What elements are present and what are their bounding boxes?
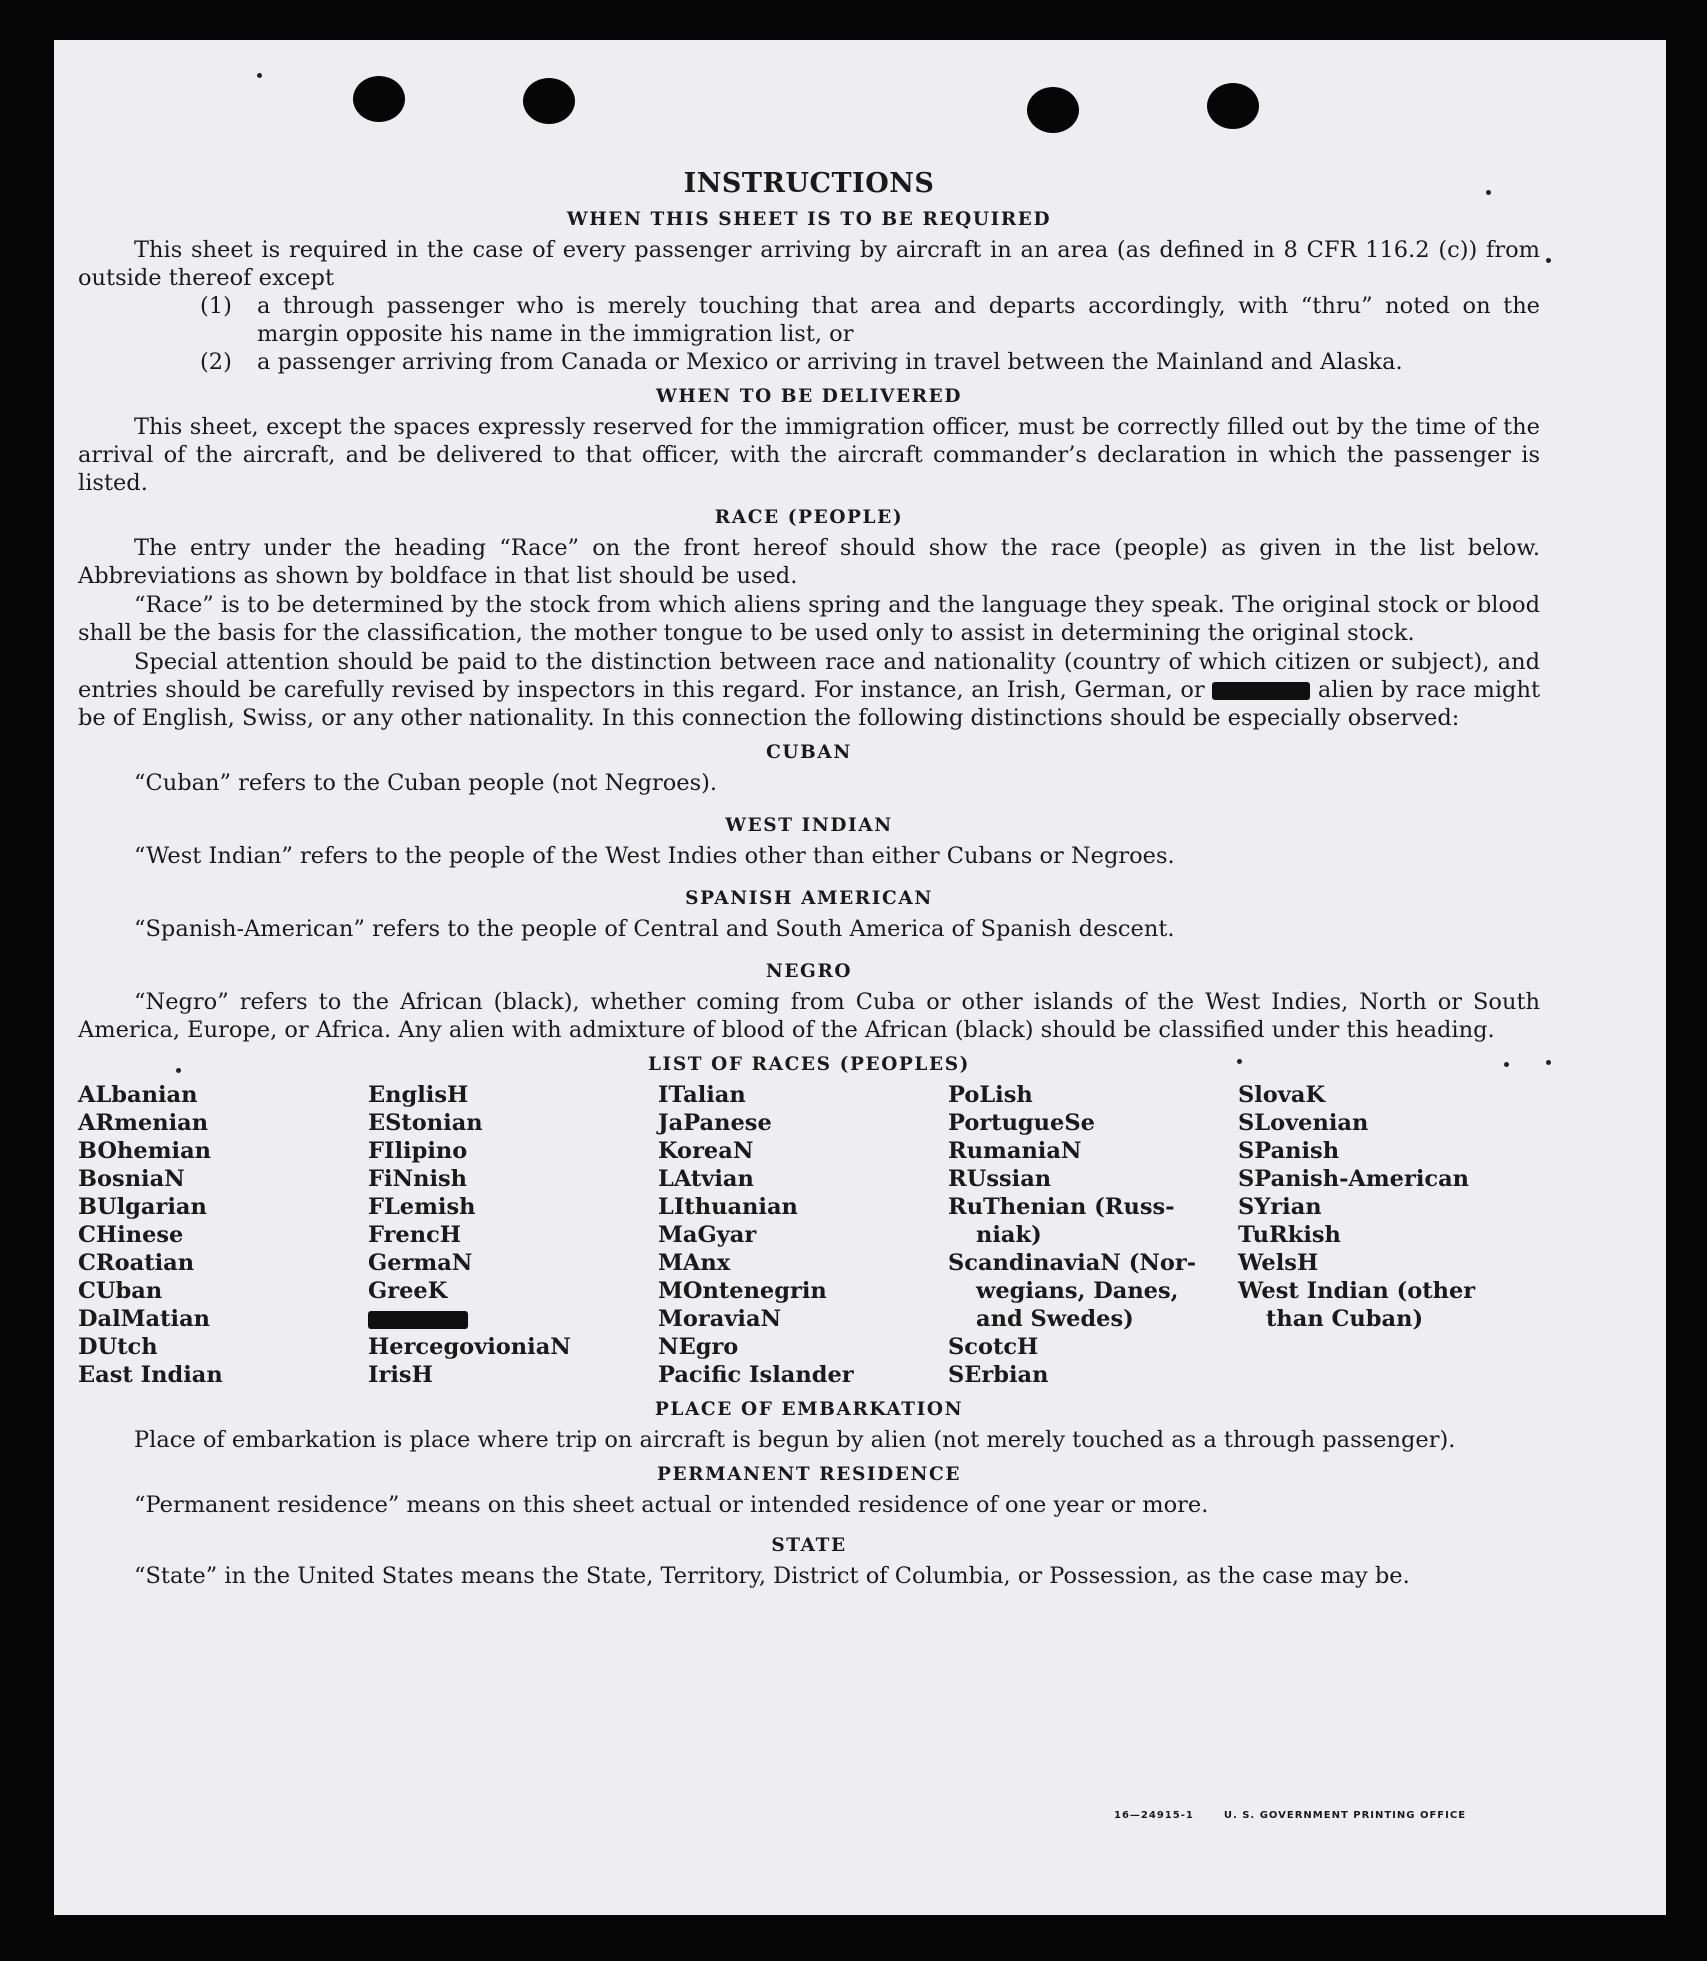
punch-hole [1027, 87, 1079, 133]
race-item: ALbanian [78, 1082, 198, 1108]
race-list-column [948, 1081, 1238, 1389]
race-item: HercegovioniaN [368, 1334, 571, 1360]
race-item: GreeK [368, 1278, 448, 1304]
section-heading-state: STATE [771, 1535, 847, 1556]
race-item: GermaN [368, 1250, 473, 1276]
race-item: RuThenian (Russ- [948, 1194, 1175, 1220]
race-paragraph-3 [78, 648, 1540, 732]
race-item: CRoatian [78, 1250, 195, 1276]
print-imprint [1114, 1810, 1466, 1821]
redaction-mark [1212, 682, 1310, 700]
race-item: FiNnish [368, 1166, 468, 1192]
race-item: MaGyar [658, 1222, 757, 1248]
embarkation-text: Place of embarkation is place where trip on aircraft is begun by alien (not merely touched as a through passenger). [134, 1427, 1456, 1453]
race-item-continued: and Swedes) [976, 1306, 1134, 1332]
section-heading-race: RACE (PEOPLE) [714, 507, 904, 528]
race-item: DUtch [78, 1334, 158, 1360]
redaction-mark [368, 1311, 468, 1329]
race-item: EnglisH [368, 1082, 469, 1108]
race-item: ARmenian [78, 1110, 209, 1136]
race-item: West Indian (other [1238, 1278, 1476, 1304]
when-required-intro: This sheet is required in the case of every passenger arriving by aircraft in an area (as defined in 8 CFR 116.2 (c)) from outside thereof except [78, 237, 1540, 291]
west-indian-text: “West Indian” refers to the people of the West Indies other than either Cubans or Negroes. [134, 843, 1175, 869]
exception-item [200, 348, 1540, 376]
race-item: MOntenegrin [658, 1278, 827, 1304]
race-item: FrencH [368, 1222, 462, 1248]
race-item: SPanish [1238, 1138, 1340, 1164]
race-item: PoLish [948, 1082, 1033, 1108]
punch-hole [353, 76, 405, 122]
section-heading-list-of-races: LIST OF RACES (PEOPLES) [647, 1054, 971, 1075]
race-item: ScotcH [948, 1334, 1039, 1360]
race-item: BOhemian [78, 1138, 212, 1164]
state-text: “State” in the United States means the State, Territory, District of Columbia, or Possession, as the case may be. [134, 1563, 1410, 1589]
punch-hole [523, 78, 575, 124]
race-item: SlovaK [1238, 1082, 1326, 1108]
race-list [78, 1081, 1540, 1389]
race-item: MoraviaN [658, 1306, 782, 1332]
exception-number: (2) [200, 349, 232, 375]
race-item: LIthuanian [658, 1194, 798, 1220]
race-item: SErbian [948, 1362, 1049, 1388]
race-item: RUssian [948, 1166, 1052, 1192]
negro-text: “Negro” refers to the African (black), whether coming from Cuba or other islands of the West Indies, North or South America, Europe, or Africa. Any alien with admixture of blood of the African (black) should be classified under this heading. [78, 989, 1540, 1043]
race-paragraph-3-start: Special attention should be paid to the distinction between race and nationality (country of which citizen or subject), and entries should be carefully revised by inspectors in this regard. For instance, an Irish, German, or [78, 649, 1540, 703]
section-heading-when-delivered: WHEN TO BE DELIVERED [656, 386, 962, 407]
exception-text: a through passenger who is merely touching that area and departs accordingly, with “thru” noted on the margin opposite his name in the immigration list, or [257, 293, 1540, 347]
form-number: 16—24915-1 [1114, 1810, 1194, 1821]
race-item: PortugueSe [948, 1110, 1095, 1136]
instructions-body [78, 168, 1540, 1590]
race-item: CHinese [78, 1222, 184, 1248]
exception-item [200, 292, 1540, 348]
race-item: East Indian [78, 1362, 223, 1388]
race-item: SYrian [1238, 1194, 1322, 1220]
race-item: TuRkish [1238, 1222, 1341, 1248]
section-heading-cuban: CUBAN [766, 742, 852, 763]
race-paragraph-3-end: alien by race might be of English, Swiss, or any other nationality. In this connection the following distinctions should be especially observed: [78, 677, 1540, 731]
race-item: JaPanese [658, 1110, 772, 1136]
race-item: NEgro [658, 1334, 739, 1360]
race-item: SPanish-American [1238, 1166, 1470, 1192]
spanish-american-text: “Spanish-American” refers to the people of Central and South America of Spanish descent. [134, 916, 1175, 942]
exception-number: (1) [200, 293, 232, 319]
race-item: BUlgarian [78, 1194, 207, 1220]
race-list-column [368, 1081, 658, 1389]
race-item: SLovenian [1238, 1110, 1369, 1136]
race-item-continued: niak) [976, 1222, 1042, 1248]
race-item: ITalian [658, 1082, 746, 1108]
race-list-column [78, 1081, 368, 1389]
printer-name: U. S. GOVERNMENT PRINTING OFFICE [1223, 1810, 1467, 1821]
when-delivered-text: This sheet, except the spaces expressly reserved for the immigration officer, must be correctly filled out by the time of the arrival of the aircraft, and be delivered to that officer, with the aircraft commander’s declaration in which the passenger is listed. [78, 414, 1540, 496]
race-item: MAnx [658, 1250, 731, 1276]
residence-text: “Permanent residence” means on this sheet actual or intended residence of one year or more. [134, 1492, 1209, 1518]
race-item-continued: than Cuban) [1266, 1306, 1424, 1332]
race-item: ScandinaviaN (Nor- [948, 1250, 1197, 1276]
race-item: KoreaN [658, 1138, 754, 1164]
race-list-column [1238, 1081, 1528, 1389]
race-item: Pacific Islander [658, 1362, 854, 1388]
exception-text: a passenger arriving from Canada or Mexico or arriving in travel between the Mainland and Alaska. [257, 349, 1403, 375]
race-item: WelsH [1238, 1250, 1319, 1276]
section-heading-west-indian: WEST INDIAN [725, 815, 893, 836]
race-item: CUban [78, 1278, 163, 1304]
race-item: FLemish [368, 1194, 476, 1220]
section-heading-spanish-american: SPANISH AMERICAN [685, 888, 933, 909]
section-heading-residence: PERMANENT RESIDENCE [656, 1464, 962, 1485]
race-paragraph-2: “Race” is to be determined by the stock from which aliens spring and the language they speak. The original stock or blood shall be the basis for the classification, the mother tongue to be used only to assist in determining the original stock. [78, 592, 1540, 646]
race-item: IrisH [368, 1362, 433, 1388]
section-heading-embarkation: PLACE OF EMBARKATION [654, 1399, 964, 1420]
race-item: LAtvian [658, 1166, 754, 1192]
race-item: FIlipino [368, 1138, 468, 1164]
race-item: BosniaN [78, 1166, 185, 1192]
race-list-column [658, 1081, 948, 1389]
race-paragraph-1: The entry under the heading “Race” on the front hereof should show the race (people) as given in the list below. Abbreviations as shown by boldface in that list should be used. [78, 535, 1540, 589]
race-item: EStonian [368, 1110, 483, 1136]
section-heading-when-required: WHEN THIS SHEET IS TO BE REQUIRED [566, 209, 1052, 230]
punch-hole [1207, 83, 1259, 129]
race-item: DalMatian [78, 1306, 211, 1332]
document-page [54, 40, 1666, 1915]
race-item: RumaniaN [948, 1138, 1082, 1164]
cuban-text: “Cuban” refers to the Cuban people (not Negroes). [134, 770, 718, 796]
section-heading-negro: NEGRO [765, 961, 853, 982]
page-title: INSTRUCTIONS [683, 168, 935, 199]
race-item-redacted [368, 1305, 658, 1333]
race-item-continued: wegians, Danes, [976, 1278, 1179, 1304]
